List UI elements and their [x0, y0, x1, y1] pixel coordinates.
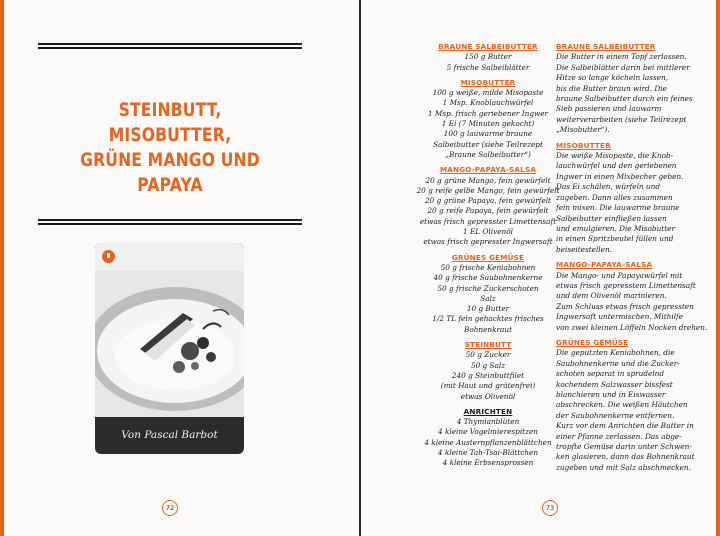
method-line: blanchieren und in Eiswasser [556, 390, 666, 399]
method-line: weiterverarbeiten (siehe Teilrezept [556, 114, 687, 124]
method-line: einer Pfanne zerlassen. Das abge- [556, 431, 682, 441]
method-line: abschrecken. Die weißen Häutchen [556, 400, 688, 410]
info-badge-icon [102, 250, 115, 263]
ingredient-line: 50 g frische Zuckerschoten [437, 283, 539, 293]
top-rule-2 [38, 47, 302, 49]
ingredient-line: Bohnenkraut [463, 324, 513, 334]
ingredient-line: 10 g Butter [466, 304, 510, 314]
method-line: Die Butter in einem Topf zerlassen. [556, 52, 687, 62]
ingredient-line: 5 frische Salbeiblätter [446, 62, 530, 72]
dish-photo [95, 271, 244, 417]
ingredient-line: 240 g Steinbuttfilet [451, 370, 525, 380]
method-line: fein mixen. Die lauwarme braune [556, 203, 680, 213]
ingredient-line: etwas frisch gepresster Ingwersaft [423, 237, 553, 247]
method-line: und dem Olivenöl marinieren. [556, 291, 667, 301]
ingredient-line: 100 g lauwarme braune [443, 129, 533, 139]
ingredient-line: „Braune Salbeibutter“) [445, 149, 531, 159]
method-line: zugeben und mit Salz abschmecken. [556, 462, 691, 472]
ingredient-line: 20 g grüne Papaya, fein gewürfelt [425, 196, 551, 206]
ingredient-line: 40 g frische Saubohnenkerne [433, 273, 543, 283]
method-line: „Misobutter“). [556, 125, 610, 135]
ingredient-line: (mit Haut und grätenfrei) [440, 381, 536, 391]
method-line: Salbeibutter einfließen lassen [556, 213, 667, 223]
method-line: braune Salbeibutter durch ein feines [556, 94, 693, 104]
chef-photo-card [95, 243, 244, 454]
ingredient-heading: ANRICHTEN [463, 406, 513, 416]
ingredient-line: Salz [480, 293, 496, 303]
method-line: in einen Spritzbeutel füllen und [556, 234, 674, 244]
ingredient-heading: GRÜNES GEMÜSE [451, 252, 525, 262]
ingredient-line: 4 kleine Tah-Tsai-Blättchen [437, 447, 539, 457]
page-number-left: 72 [162, 500, 178, 516]
method-line: Das Ei schälen, würfeln und [556, 182, 660, 192]
method-line: Ingwer in einen Mixbecher geben. [556, 171, 684, 181]
ingredient-line: 50 g frische Keniabohnen [440, 262, 536, 272]
ingredient-line: 1 Msp. frisch geriebener Ingwer [427, 108, 549, 118]
method-heading: GRÜNES GEMÜSE [556, 337, 629, 347]
page-number-right: 73 [542, 500, 558, 516]
title-line: STEINBUTT, MISOBUTTER, [108, 99, 232, 146]
ingredient-line: 4 kleine Austernpflanzenblättchen [424, 437, 552, 447]
method-heading: MISOBUTTER [556, 140, 611, 150]
ingredient-line: 150 g Butter [464, 52, 512, 62]
method-column [556, 42, 708, 473]
method-line: Zum Schluss etwas frisch gepressten [556, 301, 694, 311]
method-line: Ingwersaft untermischen. Mithilfe [556, 312, 684, 322]
ingredient-line: 1 Msp. Knoblauchwürfel [442, 98, 534, 108]
chef-byline: Von Pascal Barbot [121, 429, 218, 441]
ingredient-heading: MANGO-PAPAYA-SALSA [439, 165, 537, 175]
method-line: schoten separat in sprudelnd [556, 369, 665, 379]
ingredient-line: Salbeibutter (siehe Teilrezept [433, 139, 543, 149]
method-line: tropfte Gemüse darin unter Schwen- [556, 442, 692, 452]
ingredient-line: 4 kleine Erbsensprossen [442, 458, 534, 468]
method-line: ken glasieren, dann das Bohnenkraut [556, 452, 695, 462]
method-line: Sieb passieren und lauwarm [556, 104, 662, 114]
ingredient-heading: MISOBUTTER [460, 77, 516, 87]
ingredient-line: 4 Thymianblüten [456, 417, 520, 427]
ingredient-line: 4 kleine Vogelmierespitzen [438, 427, 538, 437]
method-line: Die Salbeiblätter darin bei mittlerer [556, 62, 690, 72]
ingredient-line: 20 g reife Papaya, fein gewürfelt [427, 206, 549, 216]
ingredients-column [413, 42, 563, 469]
ingredient-heading: BRAUNE SALBEIBUTTER [438, 42, 538, 51]
method-line: Die geputzten Keniabohnen, die [556, 348, 675, 358]
ingredient-line: 1 EL Olivenöl [463, 227, 513, 237]
ingredient-line: etwas Olivenöl [460, 391, 516, 401]
method-line: zugeben. Dann alles zusammen [556, 192, 673, 202]
ingredient-line: 50 g Zucker [465, 350, 511, 360]
ingredient-line: 20 g grüne Mango, fein gewürfelt [425, 175, 551, 185]
right-page [361, 0, 720, 536]
method-line: Die weiße Misopaste, die Knob- [556, 151, 674, 161]
method-line: Hitze so lange köcheln lassen, [556, 73, 669, 83]
ingredient-line: 50 g Salz [470, 360, 506, 370]
recipe-title [68, 98, 273, 198]
method-line: beiseitestellen. [556, 244, 612, 254]
method-line: etwas frisch gepresstem Limettensaft [556, 280, 696, 290]
method-line: von zwei kleinen Löffeln Nocken drehen. [556, 322, 708, 332]
ingredient-line: 20 g reife gelbe Mango, fein gewürfelt [416, 185, 560, 195]
method-heading: BRAUNE SALBEIBUTTER [556, 42, 656, 51]
ingredient-line: 1 Ei (7 Minuten gekocht) [441, 119, 535, 129]
ingredient-line: 100 g weiße, milde Misopaste [432, 88, 544, 98]
ingredient-heading: STEINBUTT [464, 340, 512, 350]
page-edge-accent [0, 0, 4, 536]
method-line: kochendem Salzwasser bissfest [556, 379, 673, 389]
top-rule-1 [38, 43, 302, 45]
method-line: bis die Butter braun wird. Die [556, 83, 667, 93]
method-line: und emulgieren. Die Misobutter [556, 223, 675, 233]
left-page [0, 0, 359, 536]
method-line: lauchwürfel und den geriebenen [556, 161, 677, 171]
method-line: der Saubohnenkerne entfernen. [556, 410, 675, 420]
method-line: Kurz vor dem Anrichten die Butter in [556, 421, 694, 431]
bottom-rule-1 [38, 219, 302, 221]
ingredient-line: etwas frisch gepresster Limettensaft [419, 216, 557, 226]
ingredient-line: 1/2 TL fein gehacktes frisches [432, 314, 544, 324]
method-line: Saubohnenkerne und die Zucker- [556, 358, 680, 368]
title-line: GRÜNE MANGO UND [80, 149, 260, 171]
method-heading: MANGO-PAPAYA-SALSA [556, 260, 653, 270]
bottom-rule-2 [38, 223, 302, 225]
title-line: PAPAYA [137, 174, 203, 196]
page-edge-accent [716, 0, 720, 536]
method-line: Die Mango- und Papayawürfel mit [556, 270, 683, 280]
